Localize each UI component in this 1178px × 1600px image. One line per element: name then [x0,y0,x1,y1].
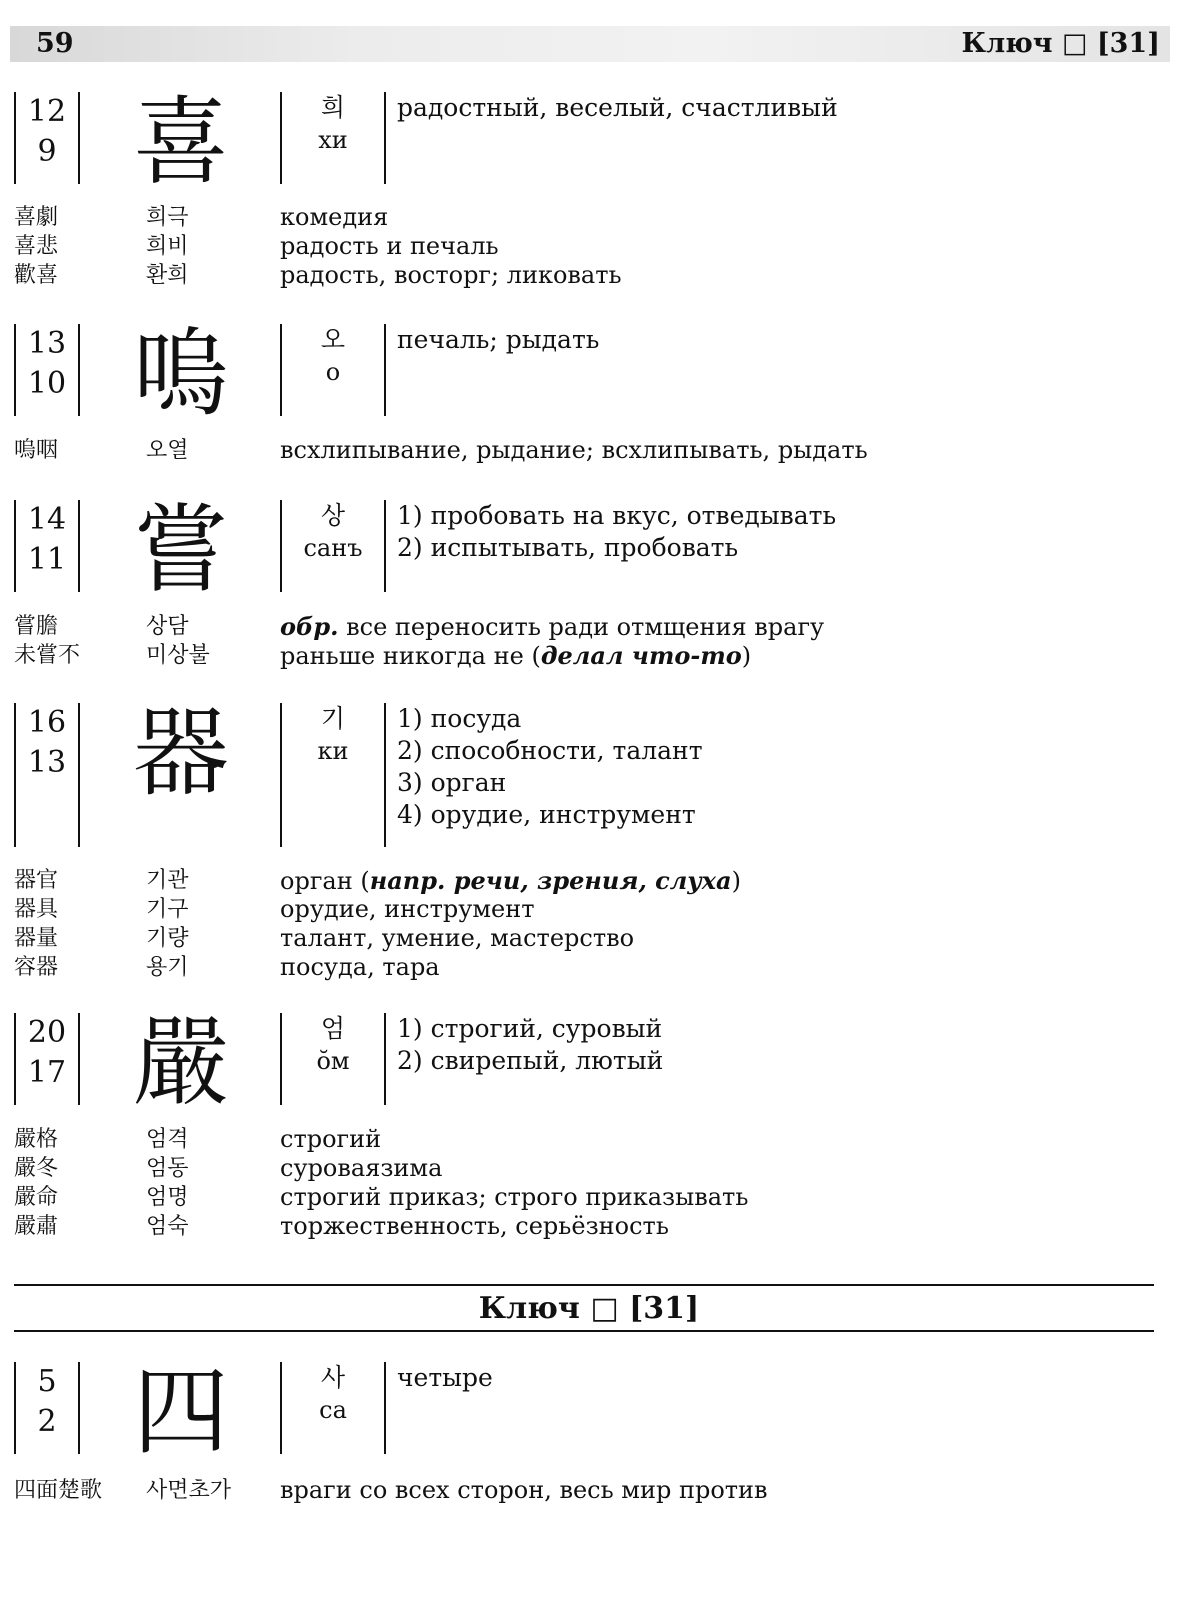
compound-hanzi: 嘗膽 [14,614,59,639]
reading-box [280,324,386,416]
meaning-list [397,324,599,356]
stroke-count-box [14,1013,80,1105]
compound-hanzi: 器具 [14,897,59,922]
section-rule-top [14,1284,1154,1286]
compound-hanzi: 器官 [14,868,59,893]
compound-hangul: 희극 [146,205,189,230]
hangul-reading: 엄 [320,1014,346,1043]
compound-hangul: 엄명 [146,1185,189,1210]
hangul-reading: 오 [320,325,346,354]
compound-list [0,1125,1178,1241]
compound-meaning: раньше никогда не (делал что-то) [280,641,752,670]
compound-hanzi: 容器 [14,955,59,980]
meaning: печаль; рыдать [397,325,600,354]
entry-character: 喜 [133,86,229,198]
compound-hangul: 희비 [146,234,189,259]
meaning: 2) испытывать, пробовать [397,533,739,562]
compound-hangul: 용기 [146,955,189,980]
stroke-count-box [14,324,80,416]
stroke-extra: 11 [27,542,67,577]
hangul-reading: 상 [320,501,346,530]
meaning-list [397,500,836,564]
compound-row [0,232,1178,261]
reading-box [280,1013,386,1105]
compound-row [0,641,1178,670]
meaning-list [397,703,703,831]
compound-hangul: 엄격 [146,1127,189,1152]
meaning-note: делал что-то [540,641,742,670]
compound-row [0,1183,1178,1212]
stroke-total: 5 [37,1364,57,1399]
compound-hanzi: 嚴命 [14,1185,59,1210]
meaning: 1) строгий, суровый [397,1014,663,1043]
entry-character: 嗚 [133,318,229,430]
stroke-extra: 17 [27,1055,67,1090]
stroke-extra: 13 [27,745,67,780]
transliteration: ки [317,737,349,765]
hangul-reading: 희 [320,93,346,122]
compound-meaning-text: все переносить ради отмщения врагу [338,613,825,641]
meaning: 2) свирепый, лютый [397,1046,664,1075]
compound-list [0,203,1178,290]
compound-row [0,612,1178,641]
compound-row [0,261,1178,290]
compound-hanzi: 嚴冬 [14,1156,59,1181]
transliteration: ŏм [316,1047,350,1075]
compound-hangul: 미상불 [146,643,210,668]
compound-hanzi: 四面楚歌 [14,1478,103,1503]
compound-meaning: радость и печаль [280,232,499,260]
compound-hangul: 사면초가 [146,1478,232,1503]
hangul-reading: 기 [320,704,346,733]
reading-box [280,703,386,847]
compound-hangul: 상담 [146,614,189,639]
compound-row [0,1212,1178,1241]
compound-meaning: комедия [280,203,389,231]
compound-row [0,866,1178,895]
compound-meaning: строгий [280,1125,382,1153]
entry-character: 嚴 [133,1007,229,1119]
meaning-list [397,1013,663,1077]
meaning: 1) пробовать на вкус, отведывать [397,501,837,530]
compound-list [0,866,1178,982]
compound-row [0,895,1178,924]
meaning: 4) орудие, инструмент [397,800,696,829]
compound-hangul: 엄숙 [146,1214,189,1239]
stroke-count-box [14,92,80,184]
stroke-extra: 9 [37,134,57,169]
section-rule-bottom [14,1330,1154,1332]
compound-row [0,203,1178,232]
stroke-count-box [14,703,80,847]
compound-row [0,924,1178,953]
entry-character: 器 [133,697,229,809]
compound-hangul: 엄동 [146,1156,189,1181]
compound-meaning: орган (напр. речи, зрения, слуха) [280,866,741,895]
compound-hanzi: 器量 [14,926,59,951]
meaning: 2) способности, талант [397,736,703,765]
reading-box [280,92,386,184]
compound-meaning [280,612,824,642]
reading-box [280,1362,386,1454]
compound-meaning: торжественность, серьёзность [280,1212,669,1240]
entry-character: 嘗 [133,494,229,606]
compound-meaning: талант, умение, мастерство [280,924,635,952]
compound-hangul: 오열 [146,438,189,463]
stroke-count-box [14,500,80,592]
compound-hangul: 기구 [146,897,189,922]
entry-character: 四 [133,1356,229,1468]
compound-hangul: 기관 [146,868,189,893]
transliteration: хи [318,126,348,154]
stroke-count-box [14,1362,80,1454]
compound-list [0,1476,1178,1505]
meaning-note: напр. речи, зрения, слуха [369,866,732,895]
stroke-total: 12 [27,94,67,129]
stroke-extra: 10 [27,366,67,401]
transliteration: санъ [303,534,363,562]
compound-meaning: строгий приказ; строго приказывать [280,1183,749,1211]
stroke-total: 14 [27,502,67,537]
section-title: Ключ □ [31] [478,1291,700,1326]
compound-meaning: орудие, инструмент [280,895,535,923]
compound-list [0,436,1178,465]
running-head: Ключ □ [31] [961,28,1160,59]
meaning: 3) орган [397,768,507,797]
compound-hanzi: 嚴格 [14,1127,59,1152]
stroke-total: 13 [27,326,67,361]
compound-meaning: посуда, тара [280,953,440,981]
reading-box [280,500,386,592]
transliteration: са [319,1396,347,1424]
page-number: 59 [36,28,74,59]
compound-meaning: радость, восторг; ликовать [280,261,622,289]
compound-row [0,1125,1178,1154]
compound-hanzi: 未嘗不 [14,643,81,668]
compound-row [0,1476,1178,1505]
usage-label: обр. [280,612,339,641]
compound-list [0,612,1178,670]
compound-hangul: 기량 [146,926,189,951]
compound-meaning-text: орган [280,867,361,895]
compound-hanzi: 嚴肅 [14,1214,59,1239]
compound-hanzi: 喜劇 [14,205,59,230]
compound-hanzi: 喜悲 [14,234,59,259]
hangul-reading: 사 [320,1363,346,1392]
compound-row [0,953,1178,982]
compound-hanzi: 歡喜 [14,263,59,288]
meaning: четыре [397,1363,493,1392]
compound-meaning: всхлипывание, рыдание; всхлипывать, рыдать [280,436,868,464]
stroke-total: 20 [27,1015,67,1050]
meaning: 1) посуда [397,704,522,733]
meaning-list [397,92,838,124]
compound-meaning: суроваязима [280,1154,443,1182]
stroke-total: 16 [27,705,67,740]
compound-hangul: 환희 [146,263,189,288]
compound-meaning: враги со всех сторон, весь мир против [280,1476,768,1504]
compound-meaning-text: раньше никогда не [280,642,532,670]
meaning-list [397,1362,493,1394]
transliteration: о [325,358,341,386]
stroke-extra: 2 [37,1404,57,1439]
compound-hanzi: 嗚咽 [14,438,59,463]
compound-row [0,1154,1178,1183]
compound-row [0,436,1178,465]
meaning: радостный, веселый, счастливый [397,93,838,122]
